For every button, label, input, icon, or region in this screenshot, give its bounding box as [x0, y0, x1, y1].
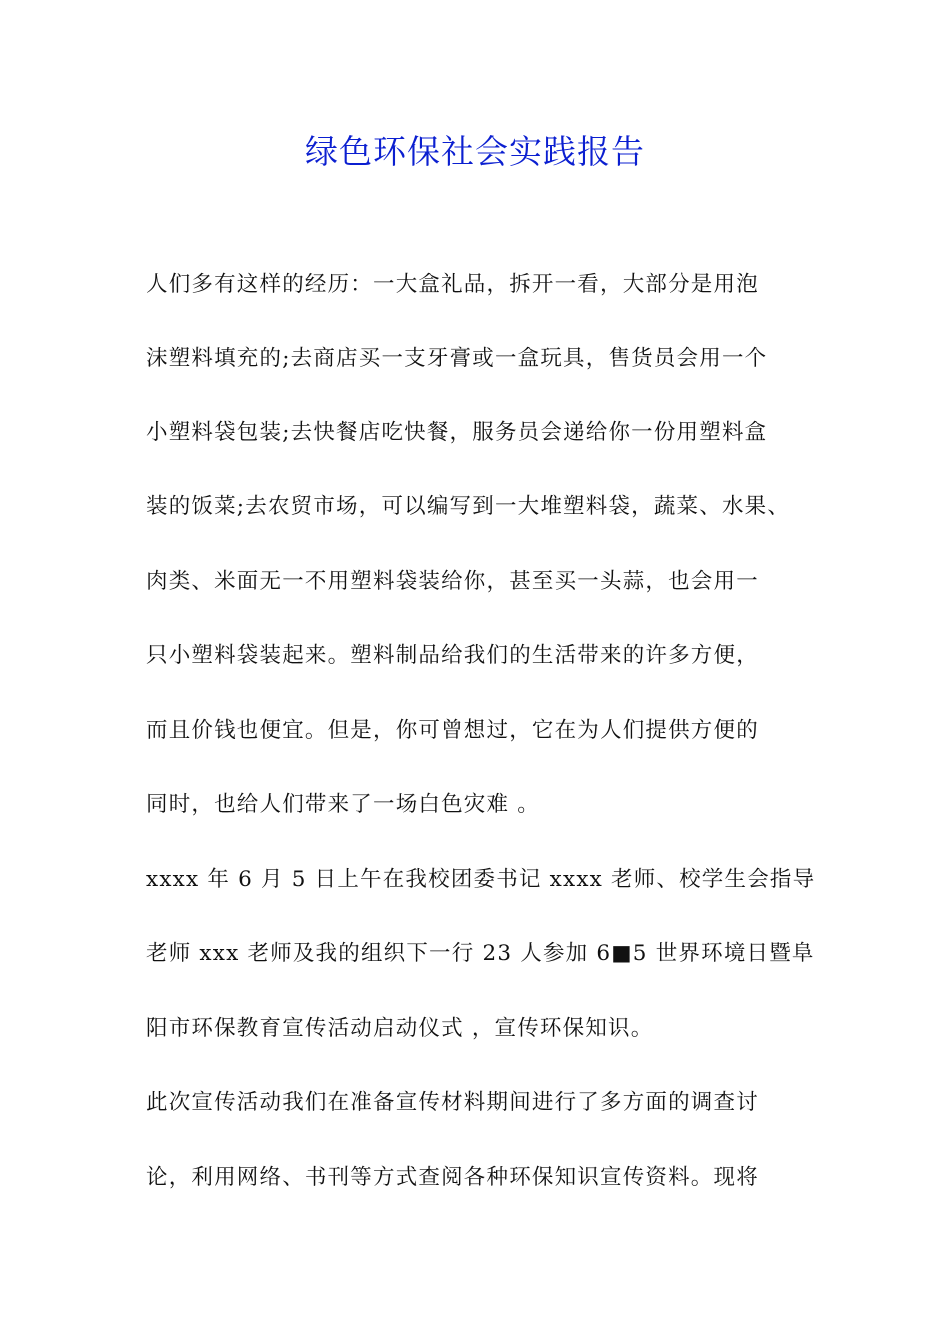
text-line: 装的饭菜;去农贸市场，可以编写到一大堆塑料袋，蔬菜、水果、 [146, 494, 791, 519]
text-line: 阳市环保教育宣传活动启动仪式 ，宣传环保知识。 [146, 1016, 654, 1041]
document-title: 绿色环保社会实践报告 [305, 132, 645, 171]
text-line: 沫塑料填充的;去商店买一支牙膏或一盒玩具，售货员会用一个 [146, 346, 768, 371]
text-line: 小塑料袋包装;去快餐店吃快餐，服务员会递给你一份用塑料盒 [146, 420, 768, 445]
text-line: 论，利用网络、书刊等方式查阅各种环保知识宣传资料。现将 [146, 1165, 759, 1190]
text-line: 只小塑料袋装起来。塑料制品给我们的生活带来的许多方便， [146, 643, 759, 668]
text-line: 同时，也给人们带来了一场白色灾难 。 [146, 792, 540, 817]
text-line: 老师 xxx 老师及我的组织下一行 23 人参加 6■5 世界环境日暨阜 [146, 941, 815, 966]
text-line: 此次宣传活动我们在准备宣传材料期间进行了多方面的调查讨 [146, 1090, 759, 1115]
text-line: xxxx 年 6 月 5 日上午在我校团委书记 xxxx 老师、校学生会指导 [146, 867, 816, 892]
text-line: 而且价钱也便宜。但是，你可曾想过，它在为人们提供方便的 [146, 718, 759, 743]
text-line: 人们多有这样的经历：一大盒礼品，拆开一看，大部分是用泡 [146, 272, 759, 297]
text-line: 肉类、米面无一不用塑料袋装给你，甚至买一头蒜，也会用一 [146, 569, 759, 594]
